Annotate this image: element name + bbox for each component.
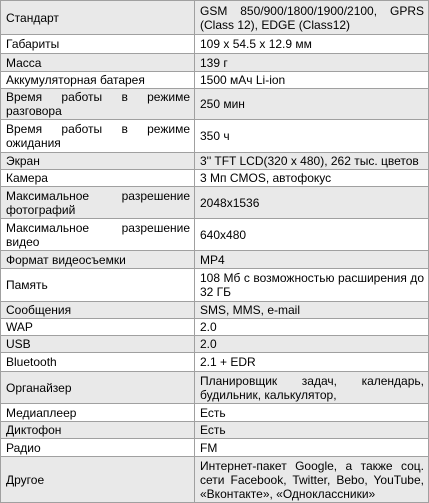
spec-row-messaging [1, 302, 429, 319]
spec-value: MP4 [195, 251, 429, 269]
spec-row-media-player [1, 404, 429, 422]
spec-label: USB [1, 336, 195, 353]
spec-row-organizer [1, 372, 429, 404]
spec-row-talk-time [1, 89, 429, 120]
spec-label: Максимальное разрешение видео [1, 219, 195, 251]
spec-value: 350 ч [195, 120, 429, 153]
spec-label: Диктофон [1, 422, 195, 439]
spec-value: Есть [195, 404, 429, 422]
spec-value: 2.0 [195, 336, 429, 353]
spec-label: Габариты [1, 35, 195, 54]
spec-label: Другое [1, 457, 195, 503]
spec-row-video-format [1, 251, 429, 269]
spec-row-memory [1, 269, 429, 302]
spec-label: Стандарт [1, 1, 195, 35]
spec-label: Масса [1, 54, 195, 72]
spec-row-photo-resolution [1, 187, 429, 219]
spec-value: SMS, MMS, e-mail [195, 302, 429, 319]
spec-value: 2.0 [195, 319, 429, 336]
spec-value: FM [195, 439, 429, 457]
spec-label: Медиаплеер [1, 404, 195, 422]
spec-value: 108 Мб с возможностью расширения до 32 ГБ [195, 269, 429, 302]
spec-value: 3'' TFT LCD(320 x 480), 262 тыс. цветов [195, 153, 429, 170]
spec-label: Радио [1, 439, 195, 457]
spec-row-standard [1, 1, 429, 35]
spec-row-other [1, 457, 429, 503]
spec-row-dimensions [1, 35, 429, 54]
spec-label: Аккумуляторная батарея [1, 72, 195, 89]
spec-value: GSM 850/900/1800/1900/2100, GPRS (Class 12), EDGE (Class12) [195, 1, 429, 35]
spec-value: Есть [195, 422, 429, 439]
spec-label: Сообщения [1, 302, 195, 319]
spec-value: 640x480 [195, 219, 429, 251]
spec-label: Формат видеосъемки [1, 251, 195, 269]
spec-label: Время работы в режиме разговора [1, 89, 195, 120]
spec-value: 2.1 + EDR [195, 353, 429, 372]
spec-value: 2048x1536 [195, 187, 429, 219]
spec-label: Максимальное разрешение фотографий [1, 187, 195, 219]
spec-row-bluetooth [1, 353, 429, 372]
spec-row-weight [1, 54, 429, 72]
spec-row-radio [1, 439, 429, 457]
spec-row-video-resolution [1, 219, 429, 251]
spec-label: Память [1, 269, 195, 302]
specifications-body [1, 1, 429, 503]
spec-label: Bluetooth [1, 353, 195, 372]
spec-row-voice-recorder [1, 422, 429, 439]
spec-label: Камера [1, 170, 195, 187]
spec-value: 3 Мп CMOS, автофокус [195, 170, 429, 187]
spec-value: 109 x 54.5 x 12.9 мм [195, 35, 429, 54]
spec-label: Время работы в режиме ожидания [1, 120, 195, 153]
spec-value: Интернет-пакет Google, а также соц. сети Facebook, Twitter, Bebo, YouTube, «Вконтакте», «Одноклассники» [195, 457, 429, 503]
spec-label: Экран [1, 153, 195, 170]
spec-row-screen [1, 153, 429, 170]
spec-label: WAP [1, 319, 195, 336]
spec-row-usb [1, 336, 429, 353]
spec-row-standby-time [1, 120, 429, 153]
spec-row-camera [1, 170, 429, 187]
spec-value: 139 г [195, 54, 429, 72]
spec-value: 1500 мАч Li-ion [195, 72, 429, 89]
spec-label: Органайзер [1, 372, 195, 404]
spec-row-battery [1, 72, 429, 89]
spec-row-wap [1, 319, 429, 336]
spec-value: 250 мин [195, 89, 429, 120]
spec-value: Планировщик задач, календарь, будильник, калькулятор, [195, 372, 429, 404]
